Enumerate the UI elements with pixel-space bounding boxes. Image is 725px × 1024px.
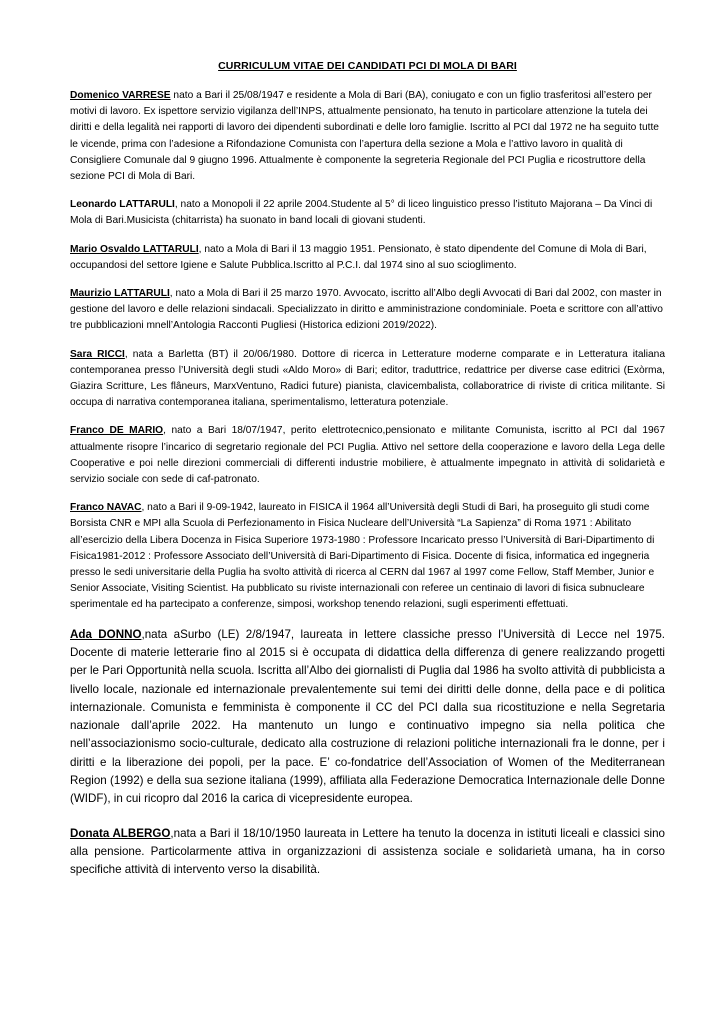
candidate-bio: , nato a Mola di Bari il 25 marzo 1970. Avvocato, iscritto all’Albo degli Avvocati di Bari dal 2002, con master in gestione del lavoro e delle relazioni sindacali. Specializzato in diritto e amministrazione condominiale. Poeta e scrittore con all’attivo tre pubblicazioni mnell’Antologia Racconti Pugliesi (Historica edizioni 2019/2022).: [70, 288, 663, 332]
candidate-bio: , nato a Bari il 9-09-1942, laureato in FISICA il 1964 all’Università degli Studi di Bari, ha proseguito gli studi come Borsista CNR e MPI alla Scuola di Perfezionamento in Fisica Nucleare dell’Università “La Sapienza” di Roma 1971 : Abilitato all’esercizio della Libera Docenza in Fisica Superiore 1973-1980 : Professore Incaricato presso l’Università di Bari-Dipartimento di Fisica1981-2012 : Professore Associato dell’Università di Bari-Dipartimento di Fisica. Docente di fisica, informatica ed ingegneria presso le sedi universitarie della Puglia ha svolto attività di ricerca al CERN dal 1967 al 1997 come Fellow, Staff Member, Junior e Senior Associate, Visiting Scientist. Ha pubblicato su riviste internazionali con referee un centinaio di lavori di fisica subnucleare sperimentale ed ha partecipato a conferenze, simposi, workshop tenendo relazioni, sugli esperimenti effettuati.: [70, 502, 655, 611]
candidate-name: Mario Osvaldo LATTARULI: [70, 243, 199, 255]
candidate-name: Franco DE MARIO: [70, 425, 164, 437]
candidate-entry-varrese: [70, 88, 665, 185]
candidate-entry-maurizio-lattaruli: [70, 286, 665, 335]
candidate-bio: nato a Bari il 25/08/1947 e residente a Mola di Bari (BA), coniugato e con un figlio trasferitosi all’estero per motivi di lavoro. Ex ispettore servizio vigilanza dell’INPS, attualmente pensionato, ha tenuto in particolare attenzione la tutela dei diritti e della legalità nei rapporti di lavoro dei dipendenti subordinati e delle loro famiglie. Iscritto al PCI dal 1972 ne ha seguito tutte le vicende, prima con l’adesione a Rifondazione Comunista con l’apertura della sezione a Mola e l’attivo lavoro in qualità di Consigliere Comunale dal 9 giugno 1996. Attualmente è componente la segreteria Regionale del PCI Puglia e ricostruttore della sezione PCI di Mola di Bari.: [70, 90, 659, 183]
candidate-bio: , nata a Barletta (BT) il 20/06/1980. Dottore di ricerca in Letterature moderne comparate e in Letteratura italiana contemporanea presso l’Università degli studi «Aldo Moro» di Bari; editor, traduttrice, redattrice per diverse case editrici (Exòrma, Giazira Scritture, Les flâneurs, MarxVentuno, Radici future) pianista, clavicembalista, collaboratrice di riviste di critica militante. Si occupa di narrativa contemporanea italiana, sperimentalismo, letteratura potenziale.: [70, 348, 666, 409]
candidate-entry-sara-ricci: [70, 347, 665, 412]
candidate-name: Leonardo LATTARULI: [70, 199, 175, 211]
candidate-name: Donata ALBERGO: [70, 826, 171, 840]
candidate-entry-mario-osvaldo-lattaruli: [70, 242, 665, 274]
candidate-bio: ,nata a Bari il 18/10/1950 laureata in Lettere ha tenuto la docenza in istituti liceali e classici sino alla pensione. Particolarmente attiva in organizzazioni di assistenza sociale e solidarietà umana, ha in corso specifiche attività di intervento verso la disabilità.: [70, 826, 665, 877]
candidate-entry-franco-navac: [70, 500, 665, 613]
candidate-entry-ada-donno: [70, 626, 665, 809]
candidate-bio: , nato a Mola di Bari il 13 maggio 1951. Pensionato, è stato dipendente del Comune di Mola di Bari, occupandosi del settore Igiene e Salute Pubblica.Iscritto al P.C.I. dal 1974 sino al suo scioglimento.: [70, 243, 647, 271]
candidate-name: Domenico VARRESE: [70, 90, 171, 101]
candidate-name: Franco NAVAC: [70, 502, 142, 514]
candidate-entry-donata-albergo: [70, 825, 665, 880]
document-title: CURRICULUM VITAE DEI CANDIDATI PCI DI MOLA DI BARI: [218, 60, 517, 72]
candidate-bio: , nato a Monopoli il 22 aprile 2004.Studente al 5° di liceo linguistico presso l’istituto Majorana – Da Vinci di Mola di Bari.Musicista (chitarrista) ha suonato in band locali di giovani studenti.: [70, 199, 653, 227]
candidate-bio: ,nata aSurbo (LE) 2/8/1947, laureata in lettere classiche presso l’Università di Lecce nel 1975. Docente di materie letterarie fino al 2015 si è occupata di didattica della differenza di genere realizzando progetti per le Pari Opportunità nella scuola. Iscritta all’Albo dei giornalisti di Puglia dal 1986 ha svolto attività di pubblicista a livello locale, nazionale ed internazionale prevalentemente sui temi dei diritti delle donne, della pace e di politica internazionale. Comunista e femminista è componente il CC del PCI dalla sua ricostituzione e nella Segretaria nazionale dall’aprile 2022. Ha mantenuto un lungo e continuativo impegno sia nella politica che nell’associazionismo socio-culturale, dedicato alla costruzione di relazioni politiche internazionali fra le donne, per i diritti e la liberazione dei popoli, per la pace. E’ co-fondatrice dell’Association of Women of the Mediterranean Region (1992) e della sua sezione italiana (1999), affiliata alla Federazione Democratica Internazionale delle Donne (WIDF), in cui ricopro dal 2016 la carica di vicepresidente europea.: [70, 627, 665, 806]
candidate-name: Sara RICCI: [70, 348, 125, 360]
candidate-entry-franco-de-mario: [70, 423, 665, 488]
candidate-name: Ada DONNO: [70, 627, 142, 641]
candidate-name: Maurizio LATTARULI: [70, 288, 170, 300]
candidate-entry-leonardo-lattaruli: [70, 197, 665, 229]
candidate-bio: , nato a Bari 18/07/1947, perito elettrotecnico,pensionato e militante Comunista, iscritto al PCI dal 1967 attualmente risopre l’incarico di segretario regionale del PCI Puglia. Attivo nel settore della cooperazione e lavoro della Lega delle Cooperative e poi nelle direzioni commerciali di differenti industrie mobiliere, è attualmente impegnato in attività di solidarietà e servizio sociale con sede di caf-patronato.: [70, 425, 666, 486]
